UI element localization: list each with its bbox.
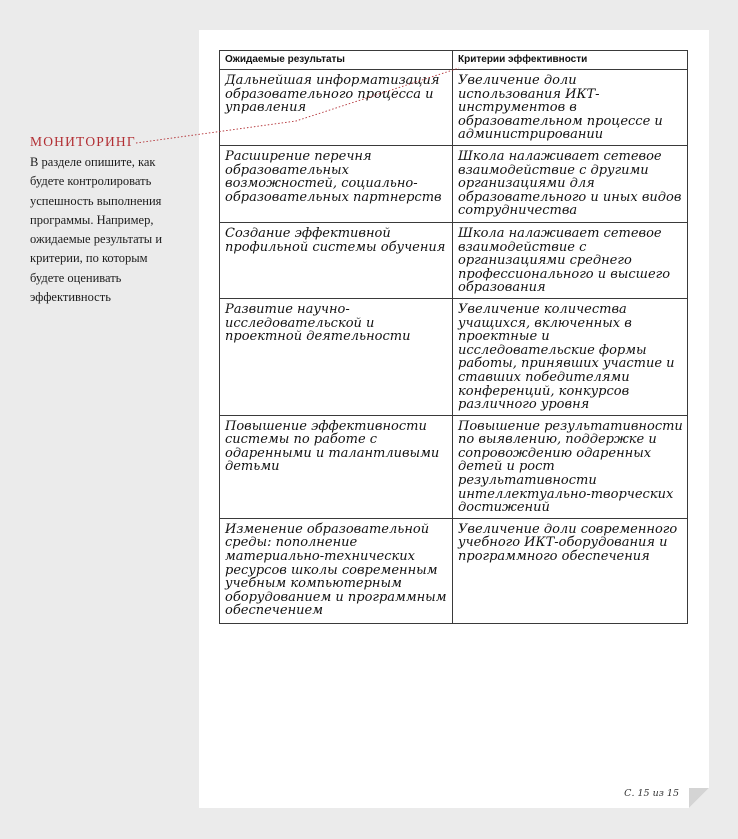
criterion-cell: Увеличение доли использования ИКТ-инструментов в образовательном процессе и администрировании bbox=[453, 70, 688, 146]
result-cell: Создание эффективной профильной системы обучения bbox=[220, 222, 453, 298]
page-number: С. 15 из 15 bbox=[624, 788, 679, 799]
criterion-cell: Повышение результативности по выявлению, поддержке и сопровождению одаренных детей и рост результативности интеллектуально-творческих достижений bbox=[453, 415, 688, 518]
table-row bbox=[220, 145, 688, 222]
header-expected-results: Ожидаемые результаты bbox=[220, 51, 453, 70]
table-row bbox=[220, 415, 688, 518]
sidebar-title: МОНИТОРИНГ bbox=[30, 134, 136, 149]
table-header-row bbox=[220, 51, 688, 70]
criterion-cell: Увеличение количества учащихся, включенных в проектные и исследовательские формы работы, принявших участие и ставших победителями конференций, конкурсов различного уровня bbox=[453, 298, 688, 415]
criterion-cell: Школа налаживает сетевое взаимодействие с другими организациями для образовательного и иных видов сотрудничества bbox=[453, 145, 688, 222]
criterion-cell: Увеличение доли современного учебного ИКТ-оборудования и программного обеспечения bbox=[453, 518, 688, 623]
result-cell: Дальнейшая информатизация образовательного процесса и управления bbox=[220, 70, 453, 146]
results-table bbox=[219, 50, 688, 624]
table-row bbox=[220, 518, 688, 623]
result-cell: Изменение образовательной среды: пополнение материально-технических ресурсов школы современным учебным компьютерным оборудованием и программным обеспечением bbox=[220, 518, 453, 623]
result-cell: Повышение эффективности системы по работе с одаренными и талантливыми детьми bbox=[220, 415, 453, 518]
table-row bbox=[220, 298, 688, 415]
page-fold-corner bbox=[689, 788, 709, 808]
result-cell: Развитие научно-исследовательской и проектной деятельности bbox=[220, 298, 453, 415]
table-row bbox=[220, 222, 688, 298]
criterion-cell: Школа налаживает сетевое взаимодействие с организациями среднего профессионального и высшего образования bbox=[453, 222, 688, 298]
sidebar-text: В разделе опишите, как будете контролировать успешность выполнения программы. Например, ожидаемые результаты и критерии, по которым будете оценивать эффективность bbox=[30, 155, 163, 305]
monitoring-sidebar bbox=[30, 134, 190, 307]
table-row bbox=[220, 70, 688, 146]
document-page bbox=[199, 30, 709, 808]
header-criteria: Критерии эффективности bbox=[453, 51, 688, 70]
result-cell: Расширение перечня образовательных возможностей, социально-образовательных партнерств bbox=[220, 145, 453, 222]
